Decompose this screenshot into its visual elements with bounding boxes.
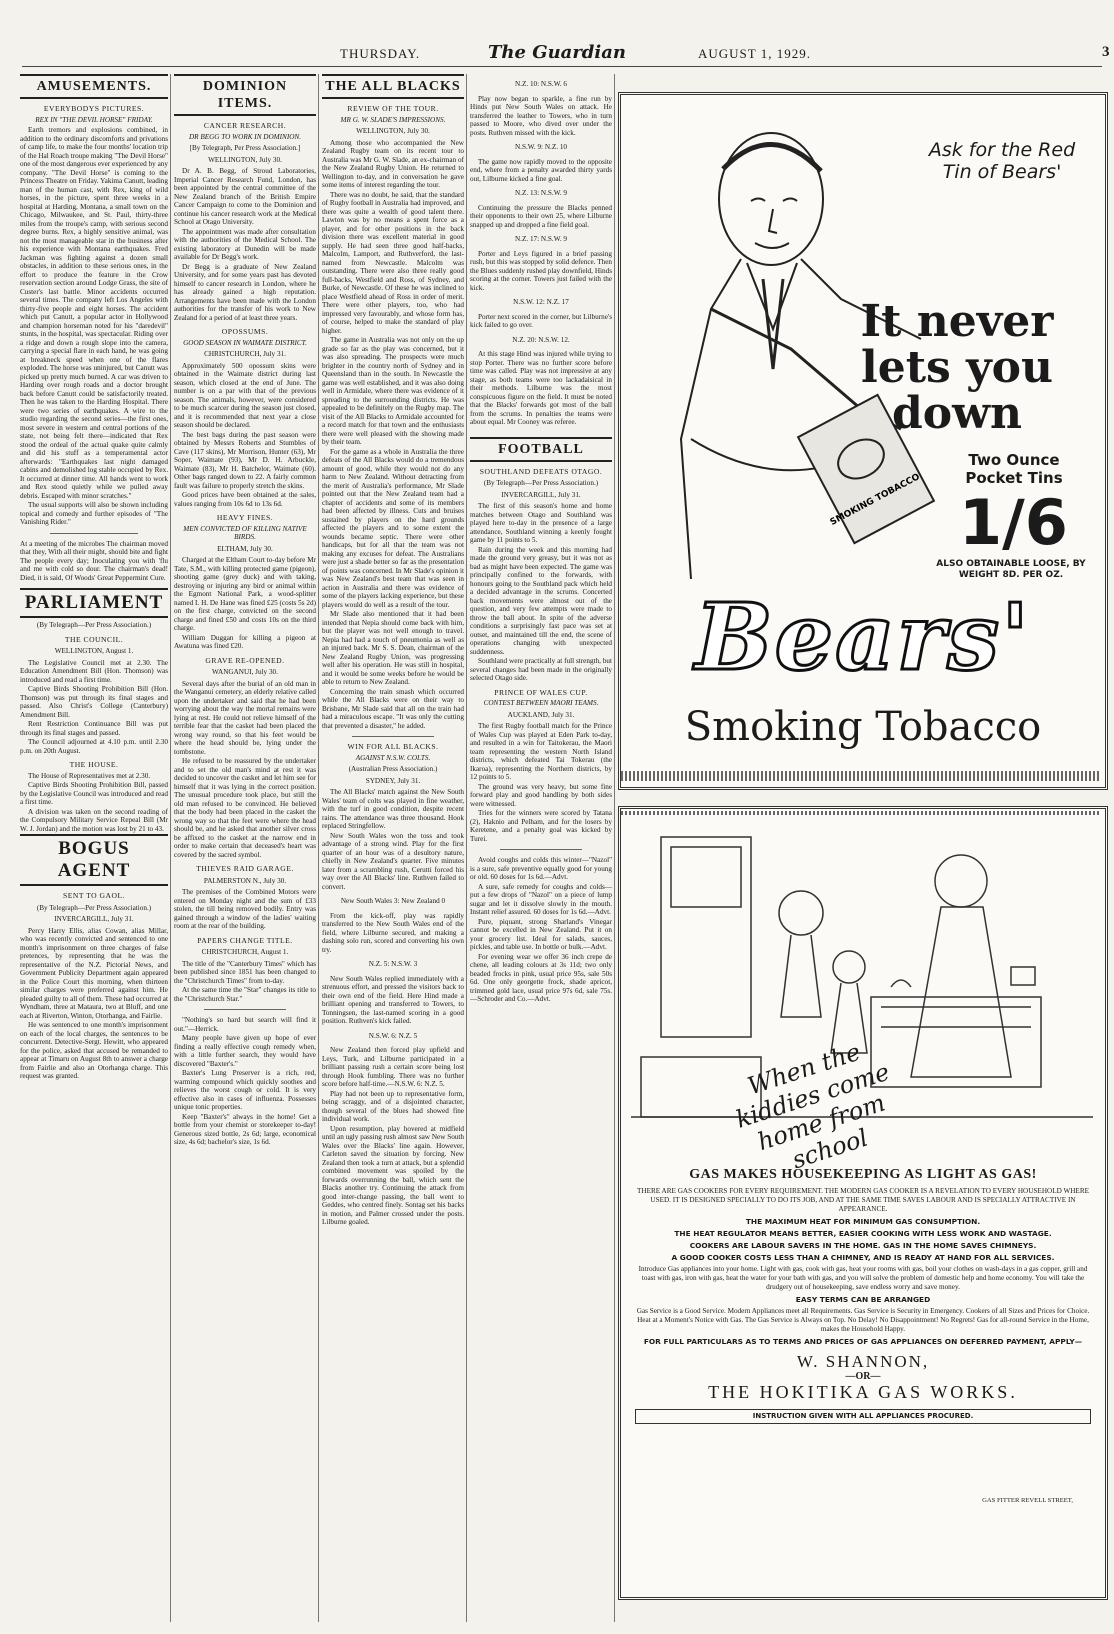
- article-paragraph: The Legislative Council met at 2.30. The Education Amendment Bill (Hon. Thomson) was introduced and read a first time.: [20, 658, 168, 684]
- article-paragraph: Captive Birds Shooting Prohibition Bill (Hon. Thomson) was put through its final stages and passed. Also Christ's College (Canterbury) Amendment Bill.: [20, 685, 168, 719]
- article-paragraph: A division was taken on the second reading of the Compulsory Military Service Repeal Bill (Mr W. J. Jordan) and the motion was lost by 21 to 43.: [20, 807, 168, 833]
- dateline: WANGANUI, July 30.: [212, 668, 278, 676]
- dateline: SYDNEY, July 31.: [365, 776, 421, 785]
- subheading: OPOSSUMS.: [221, 327, 269, 336]
- dateline: WELLINGTON, August 1.: [54, 647, 134, 655]
- article-paragraph: Southland were practically at full strength, but several changes had been made in the originally selected Otago side.: [470, 657, 612, 682]
- advert-paragraph: Keep "Baxter's" always in the home! Get a bottle from your chemist or storekeeper to-day! Generous sized bottle, 2s 6d; large, economical size, 4s 6d; bachelor's size, 1s 6d.: [174, 1112, 316, 1146]
- gas-ad-body: [635, 1187, 1091, 1427]
- article-paragraph: The title of the "Canterbury Times" which has been published since 1851 has been changed to the "Christchurch Times" from to-day.: [174, 959, 316, 985]
- article-paragraph: Percy Harry Ellis, alias Cowan, alias Millar, who was recently convicted and sentenced to one month's imprisonment on three charges of false pretences, by representing that he was the representative of the N.Z. Pictorial News, and Government Publicity Department again appeared in the Police Court this morning, when thirteen similar charges were preferred against him. He pleaded guilty to all of them. These had occurred at Wyndham, three at Mataura, two at Bluff, and one each at Riverton, Winton, Otorhanga, and Fairlie.: [20, 926, 168, 1020]
- gas-body-text: Introduce Gas appliances into your home. Light with gas, cook with gas, heat your rooms with gas, boil your clothes on wash-days in a gas copper, grill and toast with gas, iron with gas, heat the water for your bath with gas, and you will solve the problem of domestic help and home economy. You will take the drudgery out of housekeeping, save endless worry and save money.: [638, 1265, 1088, 1291]
- all-blacks-heading: THE ALL BLACKS: [322, 74, 464, 99]
- article-paragraph: Play now began to sparkle, a fine run by Hinds put New South Wales on attack. He transferred the leather to Towers, who in turn passed to Moore, who dived over under the posts. Ruthven missed with the kick.: [470, 94, 612, 137]
- byline: (Australian Press Association.): [348, 765, 438, 773]
- subheading: CONTEST BETWEEN MAORI TEAMS.: [483, 699, 599, 707]
- article-paragraph: William Duggan for killing a pigeon at Awatuna was fined £20.: [174, 633, 316, 650]
- article-paragraph: The Council adjourned at 4.10 p.m. until 2.30 p.m. on 20th August.: [20, 738, 168, 755]
- amusements-heading: AMUSEMENTS.: [20, 74, 168, 99]
- bogus-agent-heading: BOGUS AGENT: [20, 834, 168, 886]
- article-paragraph: The game now rapidly moved to the opposite end, where from a penalty awarded thirty yards out, Lilburne kicked a fine goal.: [470, 157, 612, 183]
- article-paragraph: He was sentenced to one month's imprisonment on each of the local charges, the sentences to be concurrent. Detective-Sergt. Hewitt, who appeared for the police, asked that accused be remanded to appear at Timaru on August 8th to answer a charge from Fairlie and also an Otorhanga charge. This request was granted.: [20, 1021, 168, 1080]
- byline: (By Telegraph—Per Press Association.): [36, 621, 152, 629]
- score-line: N.Z. 17: N.S.W. 9: [514, 235, 568, 243]
- quote: "Nothing's so hard but search will find it out."—Herrick.: [174, 1016, 316, 1033]
- column-rule: [318, 74, 319, 1622]
- price: 1/6: [959, 486, 1068, 559]
- article-paragraph: Approximately 500 opossum skins were obtained in the Waimate district during last season, which closed at the end of June. The number is on a par with that of the previous season. The animals, however, were considered to be much scarcer during the season just closed, and it is recommended that next year a close season should be declared.: [174, 361, 316, 429]
- article-paragraph: Charged at the Eltham Court to-day before Mr Tate, S.M., with killing protected game (pigeon), shooting game (grey duck) and with taking, destroying or injuring any bird or animal within the Egmont National Park, a wood-splitter named I. H. De Hane was fined £25 (costs 5s 2d) on the first charge, convicted on the second charge and fined £50 and costs 10s on the third charge.: [174, 556, 316, 632]
- score-line: N.Z. 5: N.S.W. 3: [368, 960, 418, 968]
- masthead-date: AUGUST 1, 1929.: [698, 46, 811, 61]
- separator: [50, 533, 138, 534]
- article-paragraph: New South Wales won the toss and took advantage of a strong wind. Play for the first quarter of an hour was of a desultory nature, chiefly in New Zealand's quarter. Five minutes later from a scrambling rush, Cerutti forced his way over the All Blacks' line. Ruthven failed to convert.: [322, 831, 464, 891]
- subheading: GRAVE RE-OPENED.: [205, 655, 285, 665]
- article-paragraph: Dr Begg is a graduate of New Zealand University, and for some years past has devoted himself to cancer research in London, where he has already gained a high reputation. Arrangements have been made with the London authorities for the transfer of his work to New Zealand for a period of at least three years.: [174, 262, 316, 322]
- rex-title: REX IN "THE DEVIL HORSE" FRIDAY.: [35, 115, 153, 124]
- kiddies-caption: When the kiddies come home from school: [732, 1037, 893, 1175]
- subheading: PAPERS CHANGE TITLE.: [197, 935, 293, 945]
- bears-logo: Bears': [694, 583, 1032, 691]
- slogan: It never lets you down: [860, 296, 1054, 439]
- dateline: ELTHAM, July 30.: [217, 544, 273, 553]
- dateline: INVERCARGILL, July 31.: [501, 490, 581, 499]
- article-paragraph: Rain during the week and this morning had made the ground very greasy, but it was not as bad as might have been expected. The game was principally confined to the forwards, with honours going to the Southland pack which held a decided advantage in the scrums. Concerted back movements were almost out of the question, and very few attempts were made to throw the ball about. In spite of the adverse conditions a surprisingly fast pace was set at outset, and maintained till the end, the scene of operations changing with unexpected suddenness.: [470, 545, 612, 656]
- column-4: [470, 74, 612, 1622]
- article-paragraph: The premises of the Combined Motors were entered on Monday night and the sum of £33 stolen, the till being removed bodily. Entry was gained through a window of the ladies' waiting room at the rear of the building.: [174, 888, 316, 930]
- article-paragraph: The first Rugby football match for the Prince of Wales Cup was played at Eden Park to-day, and resulted in a win for Taitokerau, the Maori team representing the western North Island districts, which defeated Tai Tokerau (the Ikaroa), representing the Northern districts, by 12 points to 5.: [470, 722, 612, 781]
- advert-paragraph: Many people have given up hope of ever finding a really effective cough remedy when, with a little further search, they would have discovered "Baxter's.": [174, 1034, 316, 1068]
- score-line: N.S.W. 6: N.Z. 5: [368, 1031, 418, 1040]
- article-paragraph: For the game as a whole in Australia the three defeats of the All Blacks would do a tremendous amount of good, while they would not do any harm to New Zealand. Without detracting from the merit of Australia's performance, Mr Slade pointed out that the New Zealand team had a chapter of accidents and some of its members had been affected by illness. Cuts and bruises sustained by players on the hard grounds affected the players and to some extent the wounds became septic. There were other handicaps, but for all that the team was not making any excuses for defeat. The Australians were just a shade better so far as the presentation of points was concerned. In Mr Slade's opinion it was New Zealand's best team that was seen in action in Australia and there was evidence of some of the players lacking experience, but these players would do well as a result of the tour.: [322, 447, 464, 609]
- byline: [By Telegraph, Per Press Association.]: [189, 144, 301, 152]
- article-paragraph: The game in Australia was not only on the up grade so far as the play was concerned, but it was also spreading. The prospects were much brighter in the country north of Sydney and in Queensland than in the south. In Newcastle the game was well established, and it was also doing well in Armidale, where there was evidence of it spreading to the surrounding districts. He was appealed to be definitely on the Rugby map. The visit of the All Blacks to Armidale accounted for a record match for that town and the enthusiasts there were well pleased with the showing made by their team.: [322, 336, 464, 446]
- score-line: N.Z. 13: N.S.W. 9: [514, 189, 568, 197]
- ask-for-red-tin: Ask for the Red Tin of Bears': [928, 139, 1076, 183]
- instruction-notice: INSTRUCTION GIVEN WITH ALL APPLIANCES PROCURED.: [635, 1409, 1091, 1424]
- gas-housekeeping-ad: [618, 806, 1108, 1600]
- separator: [204, 1009, 286, 1010]
- dateline: CHRISTCHURCH, July 31.: [204, 350, 286, 358]
- gas-cost: A GOOD COOKER COSTS LESS THAN A CHIMNEY, AND IS READY AT HAND FOR ALL SERVICES.: [671, 1253, 1055, 1262]
- full-particulars: FOR FULL PARTICULARS AS TO TERMS AND PRICES OF GAS APPLIANCES ON DEFERRED PAYMENT, APPLY—: [643, 1337, 1083, 1346]
- subheading: SOUTHLAND DEFEATS OTAGO.: [479, 466, 603, 476]
- article-paragraph: The House of Representatives met at 2.30.: [28, 771, 151, 780]
- column-3: [322, 74, 464, 1622]
- subheading: CANCER RESEARCH.: [203, 121, 287, 130]
- bears-tobacco-ad: [618, 92, 1108, 790]
- gas-heat-regulator: THE HEAT REGULATOR MEANS BETTER, EASIER COOKING WITH LESS WORK AND WASTAGE.: [674, 1229, 1052, 1238]
- advert-paragraph: Avoid coughs and colds this winter—"Nazol" is a sure, safe preventive equally good for young or old. 60 doses for 1s 6d.—Advt.: [470, 856, 612, 881]
- article-paragraph: At the same time the "Star" changes its title to the "Christchurch Star.": [174, 986, 316, 1003]
- score-line: New South Wales 3: New Zealand 0: [340, 897, 446, 905]
- byline: (By Telegraph—Per Press Association.): [36, 903, 152, 912]
- advert-paragraph: Pure, piquant, strong Sharland's Vinegar cannot be excelled in New Zealand. Put it on your grocery list. Ideal for salads, sauces, pickles, and table use. In bottle or bulk.—Advt.: [470, 917, 612, 951]
- article-paragraph: Good prices have been obtained at the sales, values ranging from 10s 6d to 13s 6d.: [174, 491, 316, 508]
- article-paragraph: Among those who accompanied the New Zealand Rugby team on its recent tour to Australia was Mr G. W. Slade, an ex-chairman of the New Zealand Rugby Union. He returned to Wellington to-day, and in conversation he gave some items of interest regarding the tour.: [322, 138, 464, 189]
- article-paragraph: Porter and Leys figured in a brief passing rush, but this was stopped by solid defence. Then the Blues suddenly rushed play downfield, Hinds scoring at the corner. Towers just failed with the kick.: [470, 249, 612, 292]
- dateline: WELLINGTON, July 30.: [208, 155, 282, 164]
- advert-paragraph: Baxter's Lung Preserver is a rich, red, warming compound which quickly soothes and relieves the worst cough or cold. It is very effective also in cases of influenza. Possesses unique tonic properties.: [174, 1069, 316, 1111]
- gas-intro: THERE ARE GAS COOKERS FOR EVERY REQUIREMENT. THE MODERN GAS COOKER IS A REVELATION TO EVERY HOUSEHOLD WHERE USED. IT IS DESIGNED SPECIALLY TO DO ITS JOB, AND AT THE SAME TIME SAVES LABOUR AND IS SPECIALLY ATTRACTIVE IN APPEARANCE.: [636, 1187, 1090, 1213]
- article-paragraph: Upon resumption, play hovered at midfield until an ugly passing rush almost saw New South Wales over the Blacks' line again. However, Carleton saved the situation by forcing. New Zealand then took a turn at attack, but a splendid combined movement was spoiled by the forwards overrunning the ball, which sent the Blacks another try. Continuing the attack from good inter-change passing, the ball went to Geddes, who centred finely. Sontag set his backs in motion, and Palmer crossed under the posts. Lilburne goaled.: [322, 1124, 464, 1226]
- subheading: HEAVY FINES.: [216, 513, 274, 522]
- subheading: REVIEW OF THE TOUR.: [347, 104, 439, 113]
- column-rule: [466, 74, 467, 1622]
- smoking-tobacco-label: Smoking Tobacco: [684, 704, 1042, 750]
- score-line: N.Z. 20: N.S.W. 12.: [512, 335, 570, 344]
- score-line: N.Z. 10: N.S.W. 6: [514, 80, 568, 88]
- masthead: [22, 42, 1110, 67]
- dateline: WELLINGTON, July 30.: [356, 127, 430, 135]
- article-paragraph: Rent Restriction Continuance Bill was put through its final stages and passed.: [20, 720, 168, 737]
- article-paragraph: Continuing the pressure the Blacks penned their opponents to their own 25, where Lilburne snapped up and dropped a fine field goal.: [470, 203, 612, 229]
- subheading: MR G. W. SLADE'S IMPRESSIONS.: [340, 115, 446, 124]
- article-paragraph: New South Wales replied immediately with a strenuous effort, and pressed the visitors back to their own end of the field. Here Hind made a brilliant opening and transferred to Towers, to Tonningsen, the last-named scoring in a good position. Ruthven's kick failed.: [322, 974, 464, 1025]
- advert-paragraph: A sure, safe remedy for coughs and colds—put a few drops of "Nazol" on a piece of lump sugar and let it dissolve slowly in the mouth. Instant relief assured. 60 doses for 1s 6d.—Advt.: [470, 882, 612, 916]
- article-paragraph: Several days after the burial of an old man in the Wanganui cemetery, an elderly relative called upon the undertaker and said that he had been worrying about the way the mortal remains were lying at rest. He could not relieve himself of the terrible fear that the casket had been placed the wrong way round, so that his feet would be where the head should be, lying under the tombstone.: [174, 679, 316, 756]
- masthead-day: THURSDAY.: [340, 46, 421, 61]
- dateline: CHRISTCHURCH, August 1.: [201, 948, 289, 956]
- article-paragraph: Porter next scored in the corner, but Lilburne's kick failed to go over.: [470, 312, 612, 329]
- article-paragraph: Concerning the train smash which occurred while the All Blacks were on their way to Brisbane, Mr Slade said that all on the train had had a miraculous escape. "It was only the cutting that prevented a disaster," he added.: [322, 687, 464, 730]
- separator: [500, 849, 582, 850]
- also-obtainable: ALSO OBTAINABLE LOOSE, BY WEIGHT 8D. PER OZ.: [936, 559, 1086, 580]
- gas-ad-headline: GAS MAKES HOUSEKEEPING AS LIGHT AS GAS!: [689, 1167, 1037, 1182]
- score-line: N.S.W. 9: N.Z. 10: [514, 143, 568, 151]
- or-separator: —OR—: [845, 1371, 881, 1382]
- article-paragraph: The best bags during the past season were obtained by Messrs Roberts and Stumbles of Cave (117 skins), Mr Morrison, Hunter (63), Mr Soper, Waimate (93), Mr D. H. Arbuckle, Waimate (83), Mr H. Batchelor, Waimate (60). Other bags ranged down to 22. A fairly common fault was failure to properly stretch the skins.: [174, 430, 316, 490]
- dateline: PALMERSTON N., July 30.: [203, 876, 287, 885]
- masthead-paper-name: The Guardian: [488, 42, 626, 63]
- separator: [352, 736, 434, 737]
- byline: (By Telegraph—Per Press Association.): [483, 479, 599, 487]
- advert-paragraph: For evening wear we offer 36 inch crepe de chene, all leading colours at 3s 11d; two only beaded frocks in pink, usual price 95s, sale 50s 6d. One only georgette frock, shade apricot, trimmed gold lace, usual price 97s 6d, sale 75s.—Schroder and Co.—Advt.: [470, 952, 612, 1003]
- subheading: THIEVES RAID GARAGE.: [196, 864, 294, 873]
- w-shannon: W. SHANNON,: [796, 1352, 930, 1371]
- subheading: AGAINST N.S.W. COLTS.: [355, 753, 431, 762]
- subheading: GOOD SEASON IN WAIMATE DISTRICT.: [183, 338, 307, 347]
- score-line: N.S.W. 12: N.Z. 17: [513, 298, 569, 306]
- decorative-stripe: [621, 771, 1099, 781]
- subheading: DR BEGG TO WORK IN DOMINION.: [188, 132, 302, 141]
- article-paragraph: Play had not been up to representative form, being scraggy, and of a disjointed character, though several of the blues had showed fine individual work.: [322, 1089, 464, 1123]
- subheading: MEN CONVICTED OF KILLING NATIVE BIRDS.: [183, 524, 307, 541]
- subheading: PRINCE OF WALES CUP.: [494, 687, 588, 697]
- decorative-stripe: [621, 811, 1099, 815]
- dateline: AUCKLAND, July 31.: [507, 710, 575, 719]
- column-2: [174, 74, 316, 1622]
- gas-fitter-address: GAS FITTER REVELL STREET,: [982, 1497, 1073, 1504]
- article-paragraph: The ground was very heavy, but some fine forward play and good handling by both sides were witnessed.: [470, 782, 612, 808]
- football-heading: FOOTBALL: [470, 437, 612, 462]
- article-paragraph: The All Blacks' match against the New South Wales' team of colts was played in fine weather, with the turf in good condition, despite recent rains. The attendance was three thousand. Hook replaced Stringfellow.: [322, 788, 464, 830]
- gas-labour-savers: COOKERS ARE LABOUR SAVERS IN THE HOME. GAS IN THE HOME SAVES CHIMNEYS.: [689, 1241, 1037, 1250]
- article-paragraph: The usual supports will also be shown including topical and comedy and further episodes of "The Vanishing Rider.": [20, 501, 168, 526]
- article-paragraph: Captive Birds Shooting Prohibition Bill, passed by the Legislative Council was introduced and read a first time.: [20, 781, 168, 806]
- subheading: WIN FOR ALL BLACKS.: [347, 742, 439, 751]
- dominion-items-heading: DOMINION ITEMS.: [174, 74, 316, 116]
- column-rule: [614, 74, 615, 1622]
- article-paragraph: The first of this season's home and home matches between Otago and Southland was played here to-day in the presence of a large attendance, Southland winning a keenly fought game by 11 points to 5.: [470, 502, 612, 544]
- gas-max-heat: THE MAXIMUM HEAT FOR MINIMUM GAS CONSUMPTION.: [745, 1217, 981, 1226]
- bogus-subheading: SENT TO GAOL.: [63, 891, 125, 900]
- article-paragraph: The appointment was made after consultation with the authorities of the Medical School. The existing laboratory at Dunedin will be made available for Dr Begg's work.: [174, 227, 316, 261]
- article-paragraph: There was no doubt, he said, that the standard of Rugby football in Australia had improved, and there was quite a wealth of good talent there. Lawton was by no means a spent force as a player, and for other positions in the back division there was excellent material in good supply. He had seen three good half-backs, Malcolm, Lamport, and Ruthverford, the last-named from Newcastle. Malcolm was outstanding. There were also three really good full-backs, Westfield and Ross, of Sydney, and Burke, of Newcastle. Of these he was inclined to place Westfield ahead of Ross in order of merit. There were other players, too, who had impressed very favourably, and whose form has, of course, helped to make the standard of play higher.: [322, 190, 464, 335]
- dateline: INVERCARGILL, July 31.: [54, 915, 134, 923]
- gas-service-text: Gas Service is a Good Service. Modern Appliances meet all Requirements. Gas Service is Security in Emergency. Cookers of all Sizes and Prices for Choice. Heat at a Moment's Notice with Gas. The Gas Service is Always on Top. No Delay! No Disappointment! No Regrets! Gas for all-round Service in the Home, makes the Household Happy.: [636, 1307, 1090, 1333]
- article-paragraph: Mr Slade also mentioned that it had been intended that Nepia should come back with him, but the player was not well enough to travel. Nepia had had a touch of pneumonia as well as an injured back. Mr S. S. Dean, chairman of the New Zealand Rugby Union, was progressing well after his operation. He was still in hospital, and it would be some weeks before he would be able to return to New Zealand.: [322, 610, 464, 686]
- article-paragraph: He refused to be reassured by the undertaker and to set the old man's mind at rest it was decided to uncover the casket and let him see for himself that it was lying in the correct position. The unusual procedure took place, but still the old man refused to be convinced. He believed that the body had been placed in the casket the wrong way so that the feet were where the head should be, and he asked that another silver cross be affixed to the casket at the narrow end in order to make certain that deceased's heart was covered by the sacred symbol.: [174, 757, 316, 859]
- two-ounce-tins: Two Ounce Pocket Tins: [965, 451, 1063, 487]
- house-subheading: THE HOUSE.: [69, 760, 119, 769]
- article-paragraph: Dr A. B. Begg, of Stroud Laboratories, Imperial Cancer Research Fund, London, has been appointed by the central committee of the New Zealand branch of the British Empire Cancer Campaign to come to the Dominion and continue his cancer research work at the Medical School at Otago University.: [174, 167, 316, 226]
- tin-label: SMOKING TOBACCO: [828, 472, 922, 528]
- article-paragraph: From the kick-off, play was rapidly transferred to the New South Wales end of the field, where Lilburne secured, and making a dashing solo run, scored and converting his own try.: [322, 911, 464, 954]
- column-1: [20, 74, 168, 1622]
- council-subheading: THE COUNCIL.: [64, 634, 124, 644]
- parliament-heading: PARLIAMENT: [20, 588, 168, 618]
- easy-terms: EASY TERMS CAN BE ARRANGED: [795, 1295, 931, 1304]
- peppermint-verse: At a meeting of the microbes The chairman moved that they, With all their might, should bite and fight The people every day; Inoculating you with 'flu and me with cold so dour. The chairman's dead! Died, it is said, Of Woods' Great Peppermint Cure.: [20, 539, 168, 582]
- article-paragraph: At this stage Hind was injured while trying to stop Porter. There was no further score before time was called. Play was not impressive at any stage, as both teams were too lackadaisical in their methods. Lilburne was the most conspicuous figure on the field. It must be noted that the Blacks' forwards got most of the ball from the scrums. In penalties the teams were about equal. Mr Cooney was referee.: [470, 350, 612, 426]
- article-paragraph: New Zealand then forced play upfield and Leys, Turk, and Lilburne participated in a brilliant passing rush a certain score being lost through Hook fumbling. There was no further score before half-time.—N.S.W. 6: N.Z. 5.: [322, 1046, 464, 1088]
- amusements-subheading: EVERYBODYS PICTURES.: [43, 104, 145, 113]
- article-paragraph: Earth tremors and explosions combined, in addition to the ordinary discomforts and privations of camp life, to make the four months' location trip of the Hal Roach troupe making "The Devil Horse" one of the most dangerous ever experienced by any company. "The Devil Horse" is coming to the Princess Theatre on Friday. Yakima Canutt, leading man of the human cast, with Rex, king of wild horses, in the picture, spent three weeks in a hospital at Harding, Montana, a small town on the Chicago, Milwaukee, and St. Paul, thirty-three miles from the troupe's camp, with serious second degree burns. Rex, a highly sensitive animal, was not the most manageable star in the business after his experience with Montana earthquakes. Fred Jackman was fighting against a dozen small obstacles, in addition to these serious ones, in the effort to produce the feature in the Crow reservation section around Lodge Grass, the site of Custer's last battle. Minor accidents occurred several times. The company left Los Angeles with thirty-five people and eight horses. The accident which put Canutt, a popular actor in Hollywood and champion horseman noted for his "daredevil" stunts, in the hospital, was spectacular. Riding over a ridge and down a rough slope into the camera, carrying a special flare in each hand, he was going at breakneck speed when one of the flares exploded. The horse was uninjured, but Canutt was picked up pretty much burned. A car was driven to Harding over rough roads and a doctor brought back before Canutt could be satisfactorily treated. Then he was taken to the Harding Hospital. There were two series of earthquakes. A wire to the studio regarding the second series—the first ones, most severe in western and central portions of the state, not being felt there—indicated that Rex stood the ordeal of the actual quake quite calmly and did his stuff as a temperamental actor afterwards: "Earthquakes last night damaged cabins and demolished log stable occupied by Rex. It occurred at dinner time. All hands went to work and Rex stood quietly while we pulled away debris. Escaped with minor scratches.": [20, 126, 168, 500]
- article-paragraph: Tries for the winners were scored by Tatana (2), Haknio and Pelham, and for the losers by Keretene, and a penalty goal was kicked by Turei.: [470, 809, 612, 843]
- hokitika-gas-works: THE HOKITIKA GAS WORKS.: [708, 1382, 1018, 1402]
- page-number: 3: [1102, 44, 1110, 60]
- column-rule: [170, 74, 171, 1622]
